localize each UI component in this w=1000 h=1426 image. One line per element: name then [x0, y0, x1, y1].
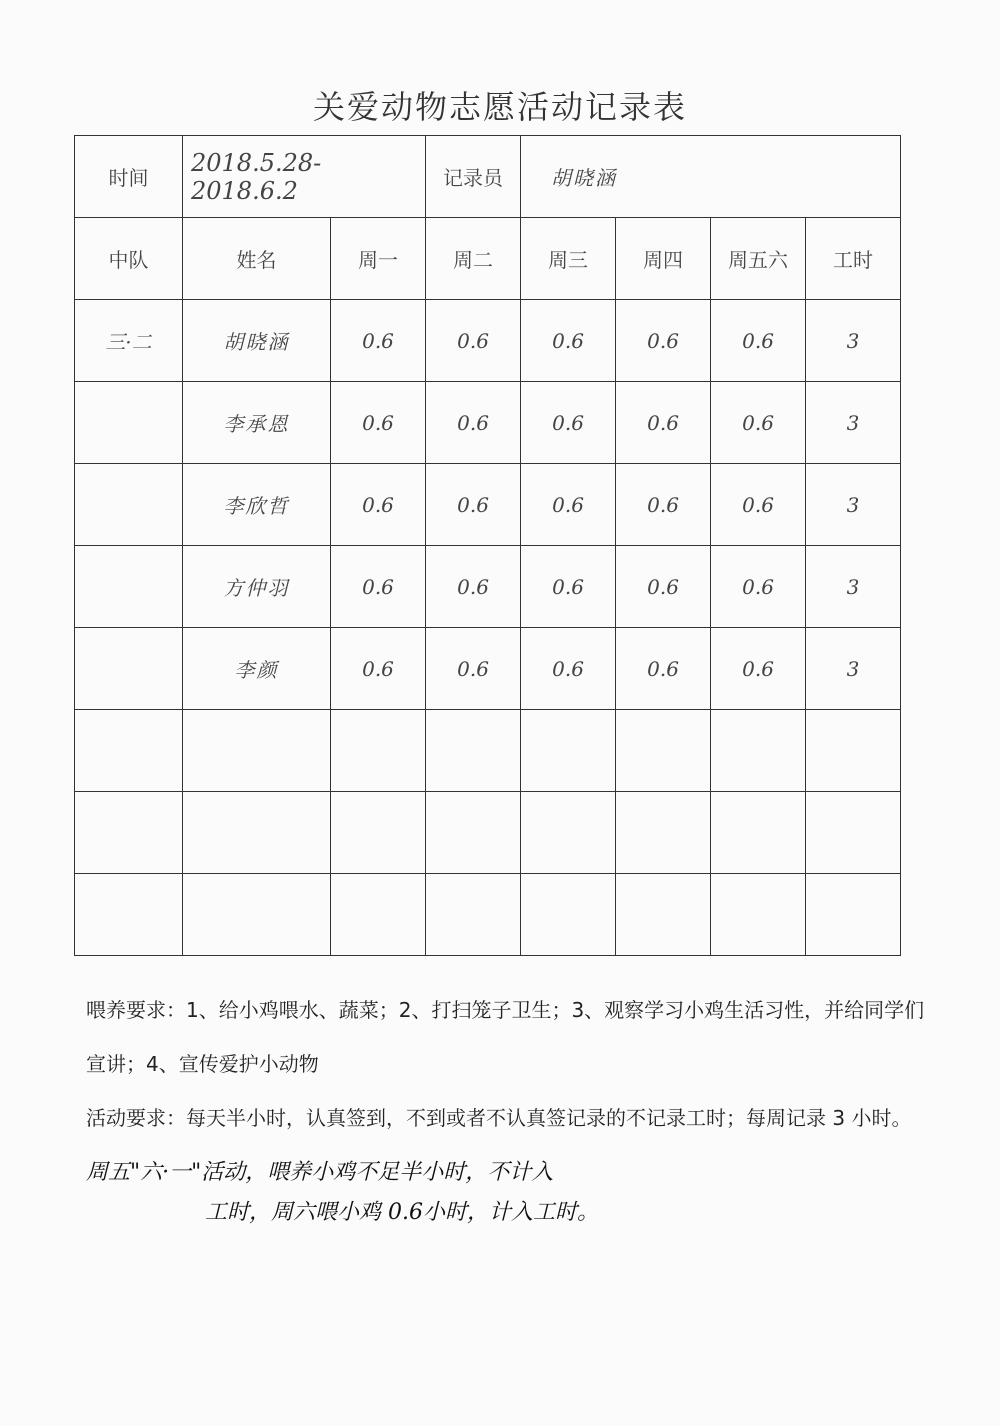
handwritten-note-line1: 周五"六·一"活动，喂养小鸡不足半小时，不计入 — [86, 1160, 554, 1185]
day-cell: 0.6 — [711, 382, 806, 464]
name-cell: 胡晓涵 — [183, 300, 331, 382]
empty-cell — [183, 874, 331, 956]
day-cell: 0.6 — [616, 300, 711, 382]
day-cell: 0.6 — [521, 300, 616, 382]
squad-cell — [75, 546, 183, 628]
day-cell: 0.6 — [616, 628, 711, 710]
day-cell: 0.6 — [426, 382, 521, 464]
empty-cell — [616, 792, 711, 874]
empty-cell — [183, 792, 331, 874]
empty-cell — [331, 874, 426, 956]
empty-cell — [331, 710, 426, 792]
hours-cell: 3 — [806, 382, 901, 464]
empty-cell — [711, 792, 806, 874]
day-cell: 0.6 — [331, 628, 426, 710]
day-cell: 0.6 — [331, 300, 426, 382]
day-cell: 0.6 — [711, 628, 806, 710]
name-cell: 方仲羽 — [183, 546, 331, 628]
day-cell: 0.6 — [711, 464, 806, 546]
name-cell: 李承恩 — [183, 382, 331, 464]
empty-cell — [806, 792, 901, 874]
day-cell: 0.6 — [616, 464, 711, 546]
column-header: 工时 — [806, 218, 901, 300]
table-row — [75, 546, 901, 628]
empty-cell — [616, 874, 711, 956]
empty-cell — [75, 874, 183, 956]
day-cell: 0.6 — [331, 464, 426, 546]
day-cell: 0.6 — [521, 628, 616, 710]
handwritten-note-line2: 工时，周六喂小鸡 0.6小时，计入工时。 — [205, 1200, 599, 1225]
empty-cell — [426, 792, 521, 874]
column-header: 周五六 — [711, 218, 806, 300]
empty-row — [75, 792, 901, 874]
day-cell: 0.6 — [521, 546, 616, 628]
notes-section — [86, 983, 926, 1200]
hours-cell: 3 — [806, 628, 901, 710]
day-cell: 0.6 — [426, 628, 521, 710]
time-label: 时间 — [75, 136, 183, 218]
recorder-value: 胡晓涵 — [521, 136, 901, 218]
table-body — [75, 300, 901, 956]
hours-cell: 3 — [806, 300, 901, 382]
header-info-row — [75, 136, 901, 218]
empty-cell — [75, 792, 183, 874]
activity-requirements — [86, 1091, 926, 1200]
empty-cell — [806, 874, 901, 956]
column-header: 周三 — [521, 218, 616, 300]
table-row — [75, 628, 901, 710]
feeding-requirements: 喂养要求：1、给小鸡喂水、蔬菜；2、打扫笼子卫生；3、观察学习小鸡生活习性，并给同学们宣讲；4、宣传爱护小动物 — [86, 998, 925, 1076]
squad-cell — [75, 464, 183, 546]
time-value: 2018.5.28-2018.6.2 — [183, 136, 426, 218]
column-header: 姓名 — [183, 218, 331, 300]
empty-cell — [426, 710, 521, 792]
day-cell: 0.6 — [521, 464, 616, 546]
day-cell: 0.6 — [331, 546, 426, 628]
page-title: 关爱动物志愿活动记录表 — [312, 88, 687, 126]
name-cell: 李欣哲 — [183, 464, 331, 546]
record-table — [74, 135, 901, 956]
empty-cell — [521, 710, 616, 792]
squad-cell: 三·二 — [75, 300, 183, 382]
empty-cell — [521, 874, 616, 956]
empty-cell — [183, 710, 331, 792]
hours-cell: 3 — [806, 464, 901, 546]
day-cell: 0.6 — [616, 546, 711, 628]
recorder-label: 记录员 — [426, 136, 521, 218]
day-cell: 0.6 — [426, 464, 521, 546]
day-cell: 0.6 — [711, 300, 806, 382]
empty-cell — [331, 792, 426, 874]
empty-row — [75, 874, 901, 956]
day-cell: 0.6 — [521, 382, 616, 464]
table-row — [75, 300, 901, 382]
empty-cell — [711, 710, 806, 792]
column-header-row — [75, 218, 901, 300]
squad-cell — [75, 382, 183, 464]
empty-cell — [711, 874, 806, 956]
table-row — [75, 382, 901, 464]
hours-cell: 3 — [806, 546, 901, 628]
day-cell: 0.6 — [331, 382, 426, 464]
empty-cell — [521, 792, 616, 874]
column-header: 中队 — [75, 218, 183, 300]
column-header: 周四 — [616, 218, 711, 300]
column-header: 周二 — [426, 218, 521, 300]
squad-cell — [75, 628, 183, 710]
day-cell: 0.6 — [426, 546, 521, 628]
day-cell: 0.6 — [711, 546, 806, 628]
table-row — [75, 464, 901, 546]
empty-cell — [616, 710, 711, 792]
empty-cell — [426, 874, 521, 956]
name-cell: 李颜 — [183, 628, 331, 710]
activity-requirements-text: 活动要求：每天半小时，认真签到，不到或者不认真签记录的不记录工时；每周记录 3 小时。 — [86, 1106, 912, 1130]
empty-row — [75, 710, 901, 792]
column-header: 周一 — [331, 218, 426, 300]
empty-cell — [806, 710, 901, 792]
day-cell: 0.6 — [426, 300, 521, 382]
day-cell: 0.6 — [616, 382, 711, 464]
empty-cell — [75, 710, 183, 792]
